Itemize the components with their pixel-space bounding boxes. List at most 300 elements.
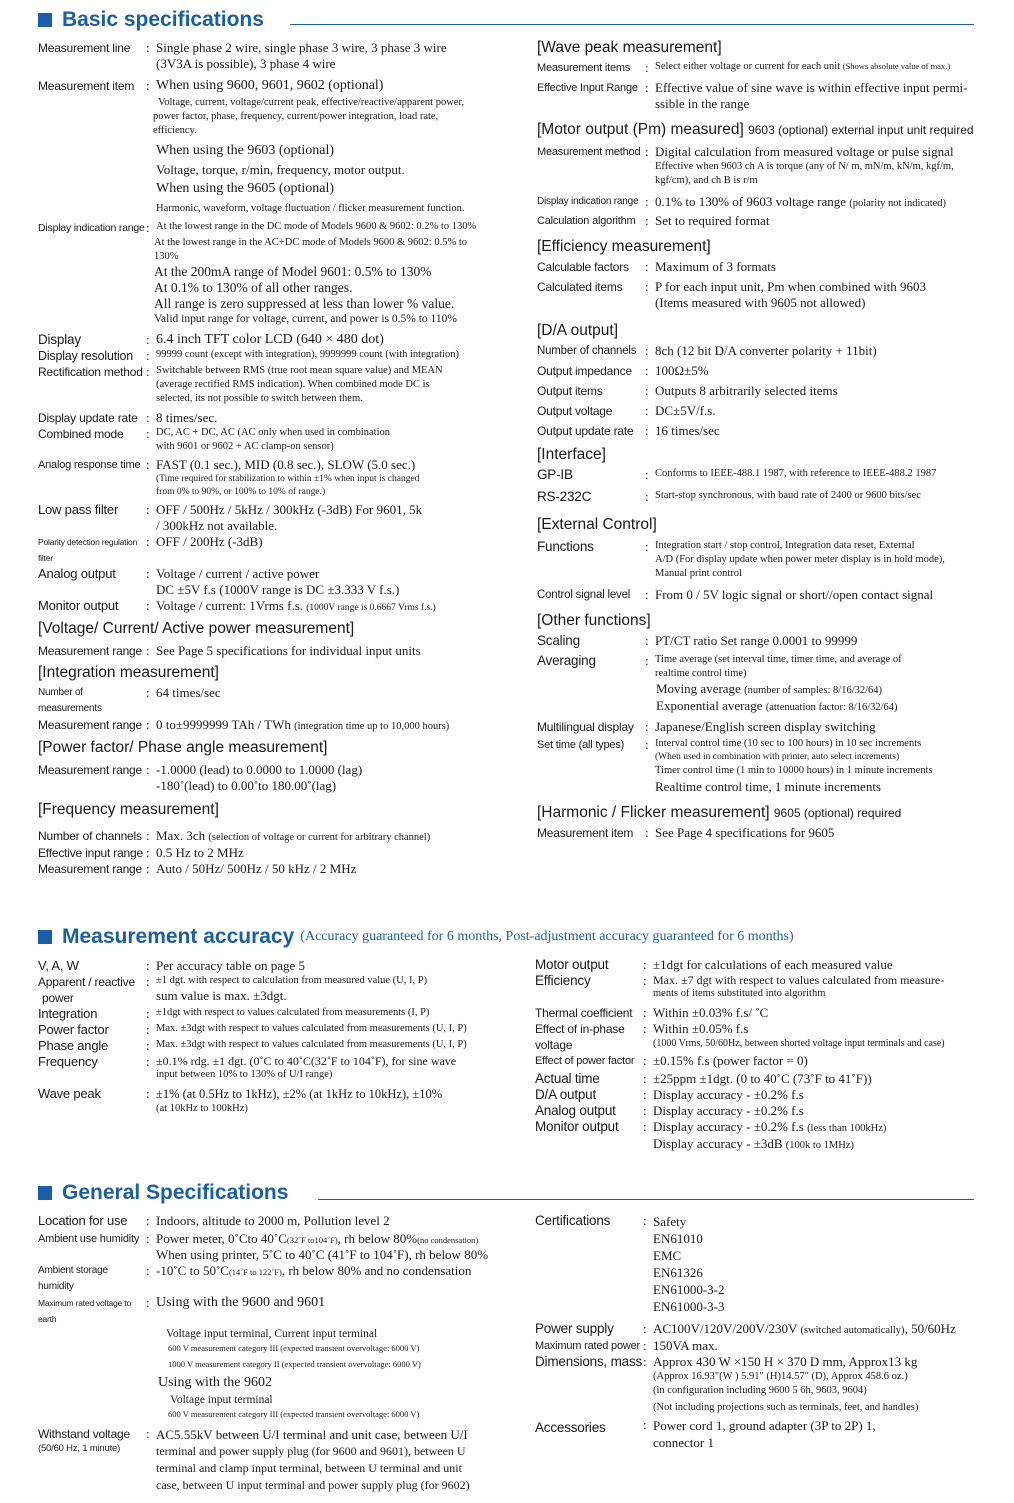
basic-right-column — [537, 34, 977, 841]
spec-row-analog-response: Analog response time : FAST (0.1 sec.), MID (0.8 sec.), SLOW (5.0 sec.) (Time required for stabilization to within ±1% when input is changed from 0% to 90%, or 100% to 10% of range.) — [38, 457, 478, 499]
value: Power meter, 0˚Cto 40˚C — [156, 1231, 287, 1246]
gen-row-ambient-humidity: Ambient use humidity : Power meter, 0˚Cto 40˚C(32˚F to104˚F), rh below 80%(no condensation) When using printer, 5˚C to 40˚C (41˚F to 104˚F), rh below 80% — [38, 1231, 498, 1263]
label: Combined mode — [38, 427, 124, 441]
value: At the lowest range in the AC+DC mode of Models 9600 & 9602: 0.5% to 130% — [154, 237, 468, 262]
subheading-interface: [Interface] — [537, 446, 606, 463]
value-note: (no condensation) — [417, 1235, 479, 1245]
value: At the lowest range in the DC mode of Models 9600 & 9602: 0.2% to 130% — [156, 221, 477, 232]
accuracy-title-text: Measurement accuracy — [62, 925, 295, 948]
label: Output impedance — [537, 364, 632, 378]
cert-item: EN61000-3-2 — [653, 1282, 725, 1297]
value: FAST (0.1 sec.), MID (0.8 sec.), SLOW (5.0 sec.) — [156, 457, 416, 472]
gen-row-location: Location for use : Indoors, altitude to 2000 m, Pollution level 2 — [38, 1213, 498, 1229]
spec-row-averaging: Averaging : Time average (set interval time, timer time, and average of realtime control time) — [537, 653, 977, 681]
value: Single phase 2 wire, single phase 3 wire, 3 phase 3 wire — [156, 40, 447, 55]
subheading-harmonic — [537, 803, 977, 823]
value-note: (1000V range is 0.6667 Vrms f.s.) — [306, 603, 436, 613]
spec-row-mo-method: Measurement method : Digital calculation from measured voltage or pulse signal Effective when 9603 ch A is torque (any of N/ m, mN/m, kN/m, kgf/m, kgf/cm), and ch B is r/m — [537, 144, 977, 188]
subheading-text: [Motor output (Pm) measured] — [537, 121, 744, 138]
value: Set to required format — [655, 213, 770, 228]
acc-row-efficiency: Efficiency : Max. ±7 dgt with respect to values calculated from measure- ments of items substituted into algorithm — [535, 973, 980, 1001]
label: Frequency — [38, 1054, 98, 1069]
value: Timer control time (1 min to 10000 hours) in 1 minute increments — [655, 765, 933, 776]
value: (Approx 16.93"(W ) 5.91" (H)14.57" (D), Approx 458.6 oz.) — [653, 1371, 908, 1382]
value: From 0 / 5V logic signal or short//open contact signal — [655, 587, 934, 602]
label: Measurement range — [38, 763, 142, 777]
value: At the 200mA range of Model 9601: 0.5% to 130% — [154, 264, 432, 279]
value: ments of items substituted into algorithm — [653, 988, 826, 999]
label: Number of measurements — [38, 687, 102, 714]
spec-row-rectification: Rectification method : Switchable between RMS (true root mean square value) and MEAN (average rectified RMS indication). When combined mode DC is selected, its not possible to switch between them. — [38, 364, 478, 406]
label: Monitor output — [535, 1119, 619, 1134]
spec-row-freq-range: Measurement range : Auto / 50Hz/ 500Hz / 50 kHz / 2 MHz — [38, 861, 478, 877]
label: (50/60 Hz, 1 minute) — [38, 1443, 121, 1454]
acc-row-apparent: Apparent / reactive power : ±1 dgt. with respect to calculation from measured value (U, I, P) sum value is max. ±3dgt. — [38, 974, 498, 1006]
value: from 0% to 90%, or 100% to 10% of range.) — [156, 487, 326, 497]
acc-row-in-phase: Effect of in-phase voltage : Within ±0.05% f.s (1000 Vrms, 50/60Hz, between shorted voltage input terminals and case) — [535, 1021, 980, 1053]
general-left-column — [38, 1213, 498, 1494]
spec-row-scaling: Scaling : PT/CT ratio Set range 0.0001 to 99999 — [537, 633, 977, 649]
gen-row-accessories: Accessories : Power cord 1, ground adapter (3P to 2P) 1, connector 1 — [535, 1417, 980, 1451]
value: 64 times/sec — [156, 685, 221, 700]
subheading-motor-output — [537, 120, 977, 140]
label: Ambient storage humidity — [38, 1265, 108, 1292]
label: Measurement range — [38, 718, 142, 732]
value: terminal and power supply plug (for 9600 and 9601), between U — [156, 1444, 466, 1458]
value: Digital calculation from measured voltage or pulse signal — [655, 144, 954, 159]
value: Power cord 1, ground adapter (3P to 2P) 1, — [653, 1418, 876, 1433]
value: When using the 9603 (optional) — [156, 143, 335, 158]
label: Display indication range — [537, 196, 639, 207]
spec-row-monitor-output: Monitor output : Voltage / current: 1Vrms f.s. (1000V range is 0.6667 Vrms f.s.) — [38, 598, 436, 613]
subheading-note: 9605 (optional) required — [773, 806, 902, 820]
value-note: (attenuation factor: 8/16/32/64) — [765, 702, 898, 713]
accuracy-right-column — [535, 957, 980, 1153]
spec-row-hf-item: Measurement item : See Page 4 specifications for 9605 — [537, 825, 977, 841]
spec-row-pf-range: Measurement range : -1.0000 (lead) to 0.0000 to 1.0000 (lag) -180˚(lead) to 0.00˚to 180.00˚(lag) — [38, 762, 478, 794]
value: Display accuracy - ±0.2% f.s — [653, 1119, 804, 1134]
value: See Page 5 specifications for individual input units — [156, 643, 421, 658]
spec-row-display: Display : 6.4 inch TFT color LCD (640 × 480 dot) — [38, 332, 478, 348]
value: ssible in the range — [655, 96, 750, 111]
value: Interval control time (10 sec to 100 hours) in 10 sec increments — [655, 738, 922, 749]
label: Output items — [537, 384, 603, 398]
value: (When used in combination with printer, auto select increments) — [655, 752, 900, 762]
general-spec-title-text: General Specifications — [62, 1181, 289, 1204]
acc-row-actual-time: Actual time : ±25ppm ±1dgt. (0 to 40˚C (73˚F to 41˚F)) — [535, 1071, 980, 1087]
label: Output voltage — [537, 404, 613, 418]
value: (in configuration including 9600 5 6h, 9603, 9604) — [653, 1385, 867, 1396]
label: V, A, W — [38, 958, 79, 973]
label: Set time (all types) — [537, 739, 625, 751]
label: GP-IB — [537, 467, 573, 482]
value: Integration start / stop control, Integration data reset, External — [655, 540, 915, 551]
spec-row-ec-signal: Control signal level : From 0 / 5V logic signal or short//open contact signal — [537, 587, 977, 603]
label: Measurement range — [38, 644, 142, 658]
label: Multilingual display — [537, 720, 634, 734]
accuracy-left-column — [38, 958, 498, 1116]
label: Dimensions, mass — [535, 1354, 643, 1369]
value: Start-stop synchronous, with baud rate of 2400 or 9600 bits/sec — [655, 490, 921, 501]
acc-row-vaw: V, A, W : Per accuracy table on page 5 — [38, 958, 498, 974]
value: Per accuracy table on page 5 — [156, 958, 306, 973]
label: Scaling — [537, 633, 580, 648]
value: Indoors, altitude to 2000 m, Pollution level 2 — [156, 1213, 390, 1228]
value: P for each input unit, Pm when combined with 9603 — [655, 279, 927, 294]
label: Power supply — [535, 1321, 614, 1336]
value: -1.0000 (lead) to 0.0000 to 1.0000 (lag) — [156, 762, 363, 777]
value: Display accuracy - ±3dB — [653, 1136, 783, 1151]
label: Averaging — [537, 653, 596, 668]
label: Low pass filter — [38, 502, 119, 517]
label: Wave peak — [38, 1086, 101, 1101]
value-note: (selection of voltage or current for arbitrary channel) — [208, 832, 431, 843]
value: DC, AC + DC, AC (AC only when used in combination — [156, 427, 391, 438]
value: sum value is max. ±3dgt. — [156, 988, 287, 1003]
value: 8 times/sec. — [156, 410, 218, 425]
subheading-power-factor: [Power factor/ Phase angle measurement] — [38, 739, 328, 756]
label: Actual time — [535, 1071, 600, 1086]
value: 600 V measurement category III (expected transient overvoltage: 6000 V) — [168, 1343, 420, 1353]
section-square-icon — [38, 13, 52, 27]
label: RS-232C — [537, 489, 592, 504]
acc-row-integration: Integration : ±1dgt with respect to values calculated from measurements (I, P) — [38, 1006, 498, 1022]
averaging-exponential — [656, 698, 977, 715]
value: Within ±0.03% f.s/ ˚C — [653, 1005, 769, 1020]
value: / 300kHz not available. — [156, 518, 278, 533]
cert-item: EN61326 — [653, 1265, 703, 1280]
general-spec-title — [38, 1181, 288, 1205]
label: Phase angle — [38, 1038, 109, 1053]
spec-row-da-items: Output items : Outputs 8 arbitrarily selected items — [537, 383, 977, 399]
value: (Not including projections such as terminals, feet, and handles) — [653, 1402, 919, 1413]
value: Conforms to IEEE-488.1 1987, with reference to IEEE-488.2 1987 — [655, 468, 937, 479]
value: Voltage, torque, r/min, frequency, motor output. — [156, 162, 405, 177]
label: Functions — [537, 539, 594, 554]
acc-row-analog-output: Analog output : Display accuracy - ±0.2% f.s — [535, 1103, 980, 1119]
value: Voltage input terminal — [170, 1394, 273, 1406]
basic-spec-title — [38, 8, 264, 32]
spec-row-measurement-line: Measurement line : Single phase 2 wire, single phase 3 wire, 3 phase 3 wire (3V3A is possible), 3 phase 4 wire — [38, 40, 478, 72]
value: realtime control time) — [655, 668, 747, 679]
spec-row-ec-functions: Functions : Integration start / stop control, Integration data reset, External A/D (For display update when power meter display is in hold mode), Manual print control — [537, 539, 977, 581]
value: ±1dgt for calculations of each measured value — [653, 957, 893, 972]
label: Calculation algorithm — [537, 215, 636, 227]
label: Measurement line — [38, 41, 131, 55]
value: When using the 9605 (optional) — [156, 181, 335, 196]
value: terminal and clamp input terminal, between U terminal and unit — [156, 1461, 462, 1475]
label: voltage — [535, 1038, 573, 1052]
value: power factor, phase, frequency, current/power integration, load rate, efficiency. — [153, 111, 439, 136]
value: Effective value of sine wave is within effective input permi- — [655, 80, 968, 95]
value: Switchable between RMS (true root mean square value) and MEAN — [156, 365, 443, 376]
label: Effect of in-phase — [535, 1022, 625, 1036]
value: 16 times/sec — [655, 423, 720, 438]
value: OFF / 500Hz / 5kHz / 300kHz (-3dB) For 9601, 5k — [156, 502, 423, 517]
spec-row-combined-mode: Combined mode : DC, AC + DC, AC (AC only when used in combination with 9601 or 9602 + AC clamp-on sensor) — [38, 426, 478, 454]
label: Ambient use humidity — [38, 1233, 140, 1245]
cert-item: Safety — [653, 1214, 687, 1229]
value: Select either voltage or current for each unit — [655, 61, 841, 72]
value: Voltage / current / active power — [156, 566, 320, 581]
value: Effective when 9603 ch A is torque (any of N/ m, mN/m, kN/m, kgf/m, — [655, 161, 954, 172]
cert-item: EN61000-3-3 — [653, 1299, 725, 1314]
value: with 9601 or 9602 + AC clamp-on sensor) — [156, 441, 334, 452]
spec-row-gpib: GP-IB : Conforms to IEEE-488.1 1987, with reference to IEEE-488.2 1987 — [537, 467, 977, 483]
title-rule — [318, 1199, 974, 1200]
label: Analog output — [535, 1103, 616, 1118]
spec-row-da-voltage: Output voltage : DC±5V/f.s. — [537, 403, 977, 419]
value: connector 1 — [653, 1435, 715, 1450]
value: 0.5 Hz to 2 MHz — [156, 845, 244, 860]
value: When using 9600, 9601, 9602 (optional) — [156, 78, 384, 93]
value: All range is zero suppressed at less than lower % value. — [154, 296, 455, 311]
label: Measurement item — [537, 826, 634, 840]
spec-row-eff-items: Calculated items : P for each input unit, Pm when combined with 9603 (Items measured with 9605 not allowed) — [537, 279, 977, 311]
value: (Items measured with 9605 not allowed) — [655, 295, 866, 310]
acc-row-monitor-output: Monitor output : Display accuracy - ±0.2% f.s (less than 100kHz) Display accuracy - ±3dB (100k to 1MHz) — [535, 1119, 887, 1151]
label: Measurement method — [537, 146, 641, 158]
accuracy-note: (Accuracy guaranteed for 6 months, Post-adjustment accuracy guaranteed for 6 months) — [300, 929, 794, 944]
value: ±1% (at 0.5Hz to 1kHz), ±2% (at 1kHz to 10kHz), ±10% — [156, 1087, 443, 1101]
label: Withstand voltage — [38, 1427, 130, 1441]
label: Number of channels — [38, 829, 142, 843]
label: Monitor output — [38, 598, 119, 613]
value: ±0.1% rdg. ±1 dgt. (0˚C to 40˚C(32˚F to 104˚F), for sine wave — [156, 1054, 457, 1068]
value: 150VA max. — [653, 1338, 718, 1353]
spec-row-vcp-range: Measurement range : See Page 5 specifications for individual input units — [38, 643, 478, 659]
label: Control signal level — [537, 589, 631, 601]
gen-row-dimensions: Dimensions, mass : Approx 430 W ×150 H × 370 D mm, Approx13 kg (Approx 16.93"(W ) 5.91" (H)14.57" (D), Approx 458.6 oz.) (in configuration including 9600 5 6h, 9603, 9604) (Not including projections such as terminals, feet, and handles) — [535, 1354, 980, 1415]
label: Effect of power factor — [535, 1055, 635, 1067]
value-note: (polarity not indicated) — [849, 198, 947, 209]
spec-row-mo-calc: Calculation algorithm : Set to required format — [537, 213, 977, 229]
averaging-moving — [656, 681, 977, 698]
title-rule — [290, 24, 974, 25]
value: Valid input range for voltage, current, and power is 0.5% to 110% — [154, 313, 457, 325]
label: Thermal coefficient — [535, 1006, 633, 1020]
label: Calculated items — [537, 280, 623, 294]
label: Measurement range — [38, 862, 142, 876]
value: Moving average — [656, 681, 741, 696]
subheading-note: 9603 (optional) external input unit required — [748, 123, 974, 137]
spec-row-measurement-item: Measurement item : When using 9600, 9601, 9602 (optional) — [38, 78, 478, 94]
value: ±25ppm ±1dgt. (0 to 40˚C (73˚F to 41˚F)) — [653, 1071, 872, 1086]
value: , rh below 80% and no condensation — [281, 1263, 472, 1278]
value: Using with the 9602 — [158, 1375, 272, 1390]
value: DC±5V/f.s. — [655, 403, 716, 418]
value: Display accuracy - ±0.2% f.s — [653, 1103, 804, 1118]
subheading-external-control: [External Control] — [537, 516, 657, 533]
accuracy-title — [38, 925, 794, 949]
value: 8ch (12 bit D/A converter polarity + 11bit) — [655, 343, 877, 358]
value-note: (32˚F to104˚F) — [286, 1235, 338, 1245]
subheading-wave-peak: [Wave peak measurement] — [537, 39, 722, 56]
spec-row-wp-items: Measurement items : Select either voltage or current for each unit (Shows absolute value of max.) — [537, 60, 951, 75]
value-note: (100k to 1MHz) — [785, 1140, 855, 1151]
value: Within ±0.05% f.s — [653, 1021, 749, 1036]
subheading-frequency: [Frequency measurement] — [38, 801, 219, 818]
value: selected, its not possible to switch between them. — [156, 393, 363, 404]
spec-row-int-number: Number of measurements : 64 times/sec — [38, 685, 478, 717]
label: Apparent / reactive — [38, 975, 135, 989]
value: When using printer, 5˚C to 40˚C (41˚F to 104˚F), rh below 80% — [156, 1247, 489, 1262]
value: Max. ±3dgt with respect to values calculated from measurements (U, I, P) — [156, 1039, 467, 1050]
label: Effective Input Range — [537, 82, 638, 94]
spec-row-int-range: Measurement range : 0 to±9999999 TAh / TWh (integration time up to 10,000 hours) — [38, 717, 450, 732]
value: -10˚C to 50˚C — [156, 1263, 229, 1278]
spec-row-da-update: Output update rate : 16 times/sec — [537, 423, 977, 439]
label: Maximum rated power — [535, 1340, 641, 1352]
section-square-icon — [38, 1186, 52, 1200]
spec-row-da-channels: Number of channels : 8ch (12 bit D/A converter polarity + 11bit) — [537, 343, 977, 359]
subheading-vcp: [Voltage/ Current/ Active power measurement] — [38, 620, 355, 637]
label: Maximum rated voltage to earth — [38, 1298, 131, 1324]
label: Polarity detection regulation filter — [38, 537, 138, 563]
value: ±1dgt with respect to values calculated from measurements (I, P) — [156, 1007, 430, 1018]
value: (Time required for stabilization to within ±1% when input is changed — [156, 474, 420, 484]
label: Display update rate — [38, 411, 138, 425]
acc-row-power-factor-effect: Effect of power factor : ±0.15% f.s (power factor = 0) — [535, 1053, 980, 1069]
general-right-column — [535, 1213, 980, 1451]
value: Max. 3ch — [156, 828, 206, 843]
basic-left-column — [38, 40, 478, 877]
section-square-icon — [38, 930, 52, 944]
label: Number of channels — [537, 345, 637, 357]
value: Display accuracy - ±0.2% f.s — [653, 1087, 804, 1102]
spec-row-display-range: Display indication range : At the lowest range in the DC mode of Models 9600 & 9602: 0.2% to 130% — [38, 220, 477, 235]
value: Outputs 8 arbitrarily selected items — [655, 383, 838, 398]
value: Harmonic, waveform, voltage fluctuation / flicker measurement function. — [156, 203, 465, 214]
acc-row-motor-output: Motor output : ±1dgt for calculations of each measured value — [535, 957, 980, 973]
label: Motor output — [535, 957, 609, 972]
label: Display indication range — [38, 222, 145, 234]
subheading-other-functions: [Other functions] — [537, 612, 651, 629]
spec-row-rs232c: RS-232C : Start-stop synchronous, with baud rate of 2400 or 9600 bits/sec — [537, 489, 977, 505]
label: Measurement item — [38, 79, 135, 93]
value: 0.1% to 130% of 9603 voltage range — [655, 194, 846, 209]
value: Voltage, current, voltage/current peak, effective/reactive/apparent power, — [158, 97, 465, 108]
label: Measurement items — [537, 62, 631, 74]
label: Power factor — [38, 1022, 109, 1037]
value: input between 10% to 130% of U/I range) — [156, 1069, 333, 1080]
cert-item: EN61010 — [653, 1231, 703, 1246]
value: Approx 430 W ×150 H × 370 D mm, Approx13 kg — [653, 1354, 918, 1369]
label: Integration — [38, 1006, 98, 1021]
spec-row-low-pass: Low pass filter : OFF / 500Hz / 5kHz / 300kHz (-3dB) For 9601, 5k / 300kHz not available. — [38, 502, 478, 534]
cert-item: EMC — [653, 1248, 682, 1263]
gen-row-power-supply: Power supply : AC100V/120V/200V/230V (switched automatically), 50/60Hz — [535, 1321, 956, 1336]
label: Display — [38, 332, 81, 347]
value: Auto / 50Hz/ 500Hz / 50 kHz / 2 MHz — [156, 861, 357, 876]
value: See Page 4 specifications for 9605 — [655, 825, 835, 840]
spec-row-wp-effective: Effective Input Range : Effective value of sine wave is within effective input permi- ssible in the range — [537, 80, 977, 112]
gen-row-max-power: Maximum rated power : 150VA max. — [535, 1338, 980, 1354]
label: Accessories — [535, 1420, 606, 1435]
value: 100Ω±5% — [655, 363, 709, 378]
spec-row-da-impedance: Output impedance : 100Ω±5% — [537, 363, 977, 379]
value-note: (integration time up to 10,000 hours) — [294, 721, 450, 732]
label: Efficiency — [535, 973, 591, 988]
value: AC100V/120V/200V/230V — [653, 1321, 798, 1336]
value: Time average (set interval time, timer time, and average of — [655, 654, 902, 665]
value: OFF / 200Hz (-3dB) — [156, 534, 263, 549]
value-note: (Shows absolute value of max.) — [842, 61, 951, 71]
spec-row-eff-factors: Calculable factors : Maximum of 3 formats — [537, 259, 977, 275]
acc-row-wave-peak: Wave peak : ±1% (at 0.5Hz to 1kHz), ±2% (at 1kHz to 10kHz), ±10% (at 10kHz to 100kHz) — [38, 1086, 498, 1116]
value: Realtime control time, 1 minute increments — [655, 779, 881, 794]
spec-row-analog-output: Analog output : Voltage / current / active power DC ±5V f.s (1000V range is DC ±3.333 V f.s.) — [38, 566, 478, 598]
value: Voltage / current: 1Vrms f.s. — [156, 598, 304, 613]
value: case, between U input terminal and power supply plug (for 9602) — [156, 1478, 470, 1492]
subheading-da-output: [D/A output] — [537, 322, 618, 339]
subheading-text: [Harmonic / Flicker measurement] — [537, 804, 770, 821]
value: (1000 Vrms, 50/60Hz, between shorted voltage input terminals and case) — [653, 1038, 945, 1049]
label: D/A output — [535, 1087, 597, 1102]
label: Analog response time — [38, 459, 141, 471]
value: ±0.15% f.s (power factor = 0) — [653, 1053, 808, 1068]
label: Effective input range — [38, 846, 143, 860]
value: 0 to±9999999 TAh / TWh — [156, 717, 291, 732]
label: Output update rate — [537, 424, 634, 438]
value-note: (switched automatically) — [800, 1325, 905, 1336]
label: Display resolution — [38, 349, 134, 363]
value: 1000 V measurement category II (expected transient overvoltage: 6000 V) — [168, 1359, 421, 1369]
gen-row-storage-humidity: Ambient storage humidity : -10˚C to 50˚C(14˚F to 122˚F), rh below 80% and no condensation — [38, 1263, 498, 1295]
value: -180˚(lead) to 0.00˚to 180.00˚(lag) — [156, 778, 337, 793]
value: Max. ±3dgt with respect to values calculated from measurements (U, I, P) — [156, 1023, 467, 1034]
value: Exponential average — [656, 698, 763, 713]
spec-row-display-resolution: Display resolution : 99999 count (except with integration), 9999999 count (with integration) — [38, 348, 478, 364]
acc-row-power-factor: Power factor : Max. ±3dgt with respect to values calculated from measurements (U, I, P) — [38, 1022, 498, 1038]
label: Location for use — [38, 1213, 128, 1228]
value-note: (14˚F to 122˚F) — [228, 1267, 282, 1277]
label: power — [42, 991, 74, 1005]
subheading-efficiency: [Efficiency measurement] — [537, 238, 711, 255]
acc-row-frequency: Frequency : ±0.1% rdg. ±1 dgt. (0˚C to 40˚C(32˚F to 104˚F), for sine wave input between 10% to 130% of U/I range) — [38, 1054, 498, 1082]
gen-row-withstand-voltage: Withstand voltage (50/60 Hz, 1 minute) : AC5.55kV between U/I terminal and unit case, between U/I terminal and power supply plug (for 9600 and 9601), between U terminal and clamp input terminal, between U terminal and unit case, between U input terminal and power supply plug (for 9602) — [38, 1426, 498, 1494]
value: Manual print control — [655, 568, 742, 579]
value: , rh below 80% — [337, 1231, 418, 1246]
value: At 0.1% to 130% of all other ranges. — [154, 280, 353, 295]
spec-row-mo-display: Display indication range : 0.1% to 130% of 9603 voltage range (polarity not indicated) — [537, 194, 947, 209]
spec-row-freq-effective: Effective input range : 0.5 Hz to 2 MHz — [38, 845, 478, 861]
spec-row-set-time: Set time (all types) : Interval control time (10 sec to 100 hours) in 10 sec increments (When used in combination with printer, auto select increments) Timer control time (1 min to 10000 hours) in 1 minute increments Realtime control time, 1 minute increments — [537, 737, 977, 795]
spec-row-polarity-filter: Polarity detection regulation filter : OFF / 200Hz (-3dB) — [38, 534, 478, 566]
acc-row-da-output: D/A output : Display accuracy - ±0.2% f.s — [535, 1087, 980, 1103]
subheading-integration: [Integration measurement] — [38, 664, 219, 681]
value: Max. ±7 dgt with respect to values calculated from measure- — [653, 973, 945, 987]
gen-row-max-rated-voltage: Maximum rated voltage to earth : Using with the 9600 and 9601 — [38, 1295, 498, 1327]
value: 600 V measurement category III (expected transient overvoltage: 6000 V) — [168, 1409, 420, 1419]
label: Analog output — [38, 566, 116, 581]
value-note: (number of samples: 8/16/32/64) — [744, 685, 883, 696]
label: Certifications — [535, 1213, 611, 1228]
value: DC ±5V f.s (1000V range is DC ±3.333 V f.s.) — [156, 582, 400, 597]
basic-spec-title-text: Basic specifications — [62, 8, 264, 31]
value: A/D (For display update when power meter display is in hold mode), — [655, 554, 945, 565]
value: AC5.55kV between U/I terminal and unit case, between U/I — [156, 1427, 468, 1442]
acc-row-thermal: Thermal coefficient : Within ±0.03% f.s/ ˚C — [535, 1005, 980, 1021]
value: 6.4 inch TFT color LCD (640 × 480 dot) — [156, 332, 384, 347]
value-note: (less than 100kHz) — [807, 1123, 887, 1134]
value: (at 10kHz to 100kHz) — [156, 1103, 248, 1114]
spec-row-multilingual: Multilingual display : Japanese/English screen display switching — [537, 719, 977, 735]
acc-row-phase-angle: Phase angle : Max. ±3dgt with respect to values calculated from measurements (U, I, P) — [38, 1038, 498, 1054]
spec-row-freq-channels: Number of channels : Max. 3ch (selection of voltage or current for arbitrary channel) — [38, 828, 431, 843]
value: (average rectified RMS indication). When combined mode DC is — [156, 379, 430, 390]
value: (3V3A is possible), 3 phase 4 wire — [156, 56, 336, 71]
